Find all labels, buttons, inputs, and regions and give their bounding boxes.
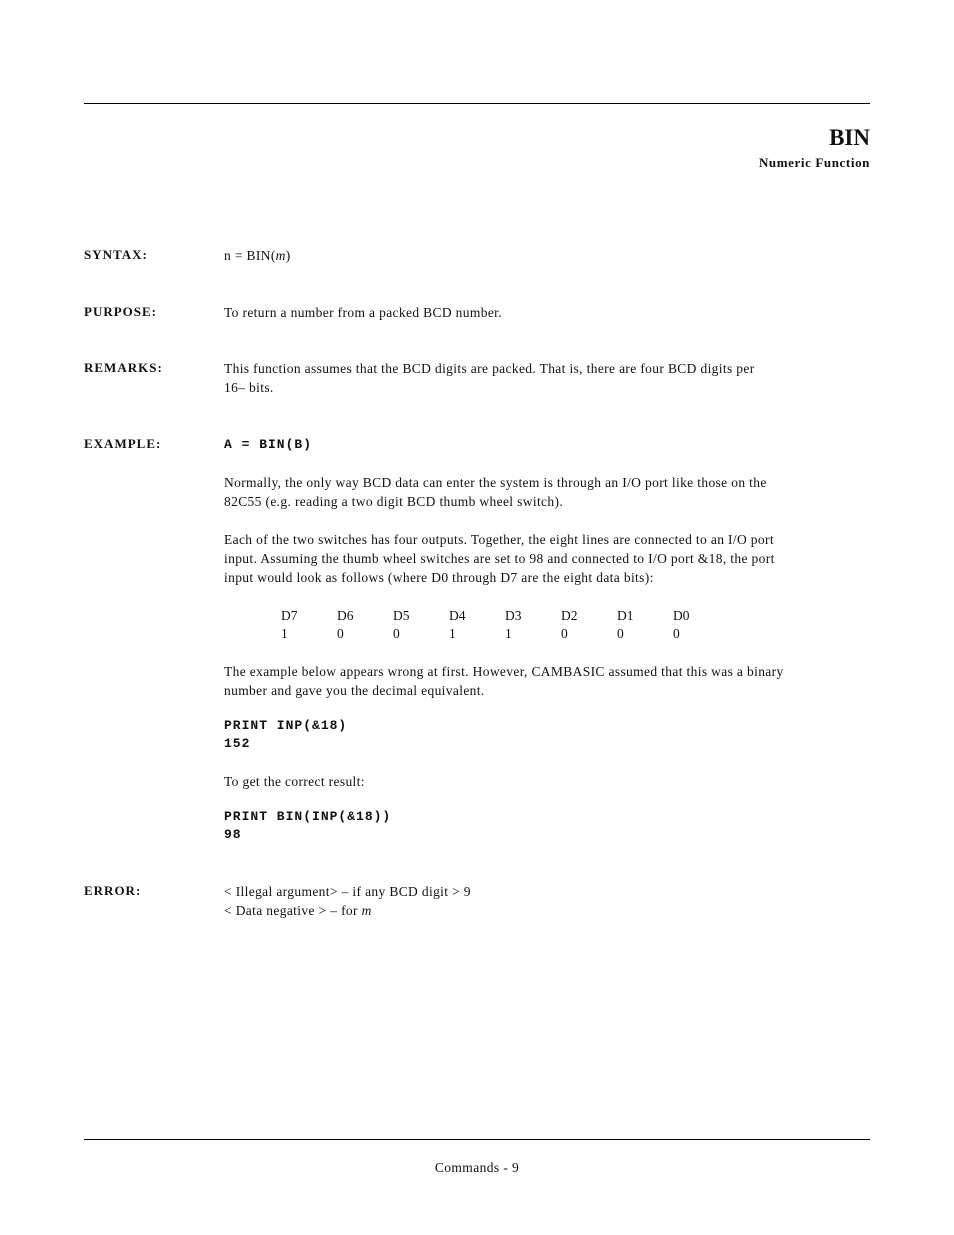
bit-value: 1 xyxy=(449,626,456,641)
example-code-2: PRINT INP(&18) 152 xyxy=(224,718,348,751)
example-paragraph-3: The example below appears wrong at first. However, CAMBASIC assumed that this was a binary number and gave you the decimal equivalent. xyxy=(224,664,784,698)
bit-value: 1 xyxy=(281,626,288,641)
bit-header: D2 xyxy=(561,608,578,623)
title-block xyxy=(759,124,870,171)
bit-header: D0 xyxy=(673,608,690,623)
remarks-label: REMARKS: xyxy=(84,360,163,375)
bit-header: D1 xyxy=(617,608,634,623)
example-code-3: PRINT BIN(INP(&18)) 98 xyxy=(224,809,392,842)
page-footer: Commands - 9 xyxy=(434,1160,520,1175)
bottom-rule xyxy=(84,1139,870,1140)
bit-value: 1 xyxy=(505,626,512,641)
bit-header: D6 xyxy=(337,608,354,623)
bit-value-row xyxy=(281,625,729,643)
error-text: < Illegal argument> – if any BCD digit > 9 < Data negative > – for m xyxy=(224,884,471,918)
bit-value: 0 xyxy=(617,626,624,641)
bit-table xyxy=(281,607,729,643)
remarks-text: This function assumes that the BCD digits are packed. That is, there are four BCD digits per 16– bits. xyxy=(224,361,755,395)
syntax-label: SYNTAX: xyxy=(84,247,148,262)
top-rule xyxy=(84,103,870,104)
example-paragraph-2: Each of the two switches has four outputs. Together, the eight lines are connected to an I/O port input. Assuming the thumb wheel switches are set to 98 and connected to I/O port &18, the port input would look as follows (where D0 through D7 are the eight data bits): xyxy=(224,532,775,585)
example-paragraph-4: To get the correct result: xyxy=(224,774,365,789)
bit-value: 0 xyxy=(337,626,344,641)
bit-header: D5 xyxy=(393,608,410,623)
page-title: BIN xyxy=(829,125,870,150)
bit-header: D4 xyxy=(449,608,466,623)
syntax-text: n = BIN(m) xyxy=(224,248,291,263)
bit-value: 0 xyxy=(673,626,680,641)
page-subtitle: Numeric Function xyxy=(758,155,870,170)
bit-header-row xyxy=(281,607,729,625)
error-label: ERROR: xyxy=(84,883,142,898)
bit-header: D3 xyxy=(505,608,522,623)
purpose-text: To return a number from a packed BCD number. xyxy=(224,305,503,320)
example-label: EXAMPLE: xyxy=(84,436,162,451)
bit-value: 0 xyxy=(561,626,568,641)
bit-header: D7 xyxy=(281,608,298,623)
purpose-label: PURPOSE: xyxy=(84,304,157,319)
bit-value: 0 xyxy=(393,626,400,641)
example-paragraph-1: Normally, the only way BCD data can enter the system is through an I/O port like those on the 82C55 (e.g. reading a two digit BCD thumb wheel switch). xyxy=(224,475,767,509)
example-code: A = BIN(B) xyxy=(224,437,313,452)
